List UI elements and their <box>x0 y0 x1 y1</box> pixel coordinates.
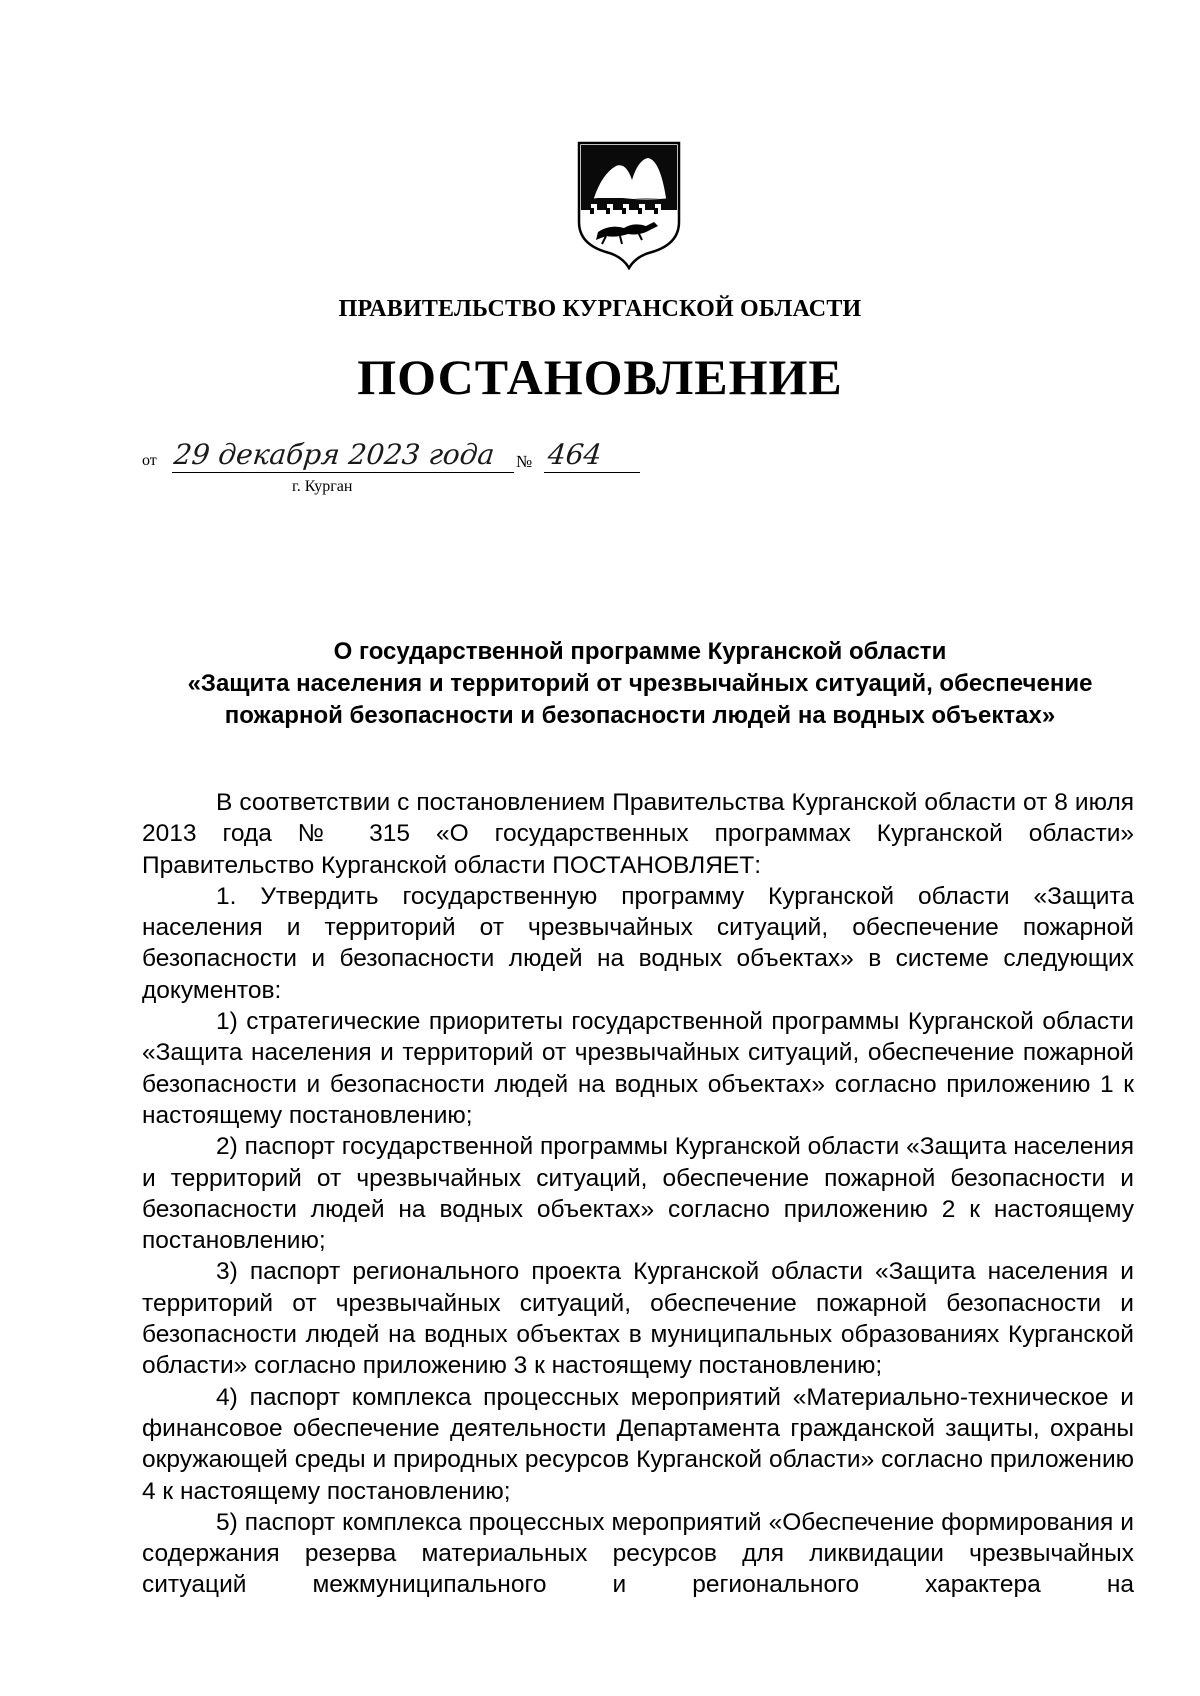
item-1-paragraph: 1. Утвердить государственную программу Курганской области «Защита населения и территорий от чрезвычайных ситуаций, обеспечение пожарной безопасности и безопасности людей на водных объектах» в системе следующих документов: <box>142 882 1134 1004</box>
date-number-line <box>142 438 662 498</box>
subject-line: «Защита населения и территорий от чрезвычайных ситуаций, обеспечение <box>187 670 1093 697</box>
subject-line: О государственной программе Курганской области <box>333 638 947 665</box>
subitem-1-paragraph: 1) стратегические приоритеты государственной программы Курганской области «Защита населения и территорий от чрезвычайных ситуаций, обеспечение пожарной безопасности и безопасности людей на водных объектах» согласно приложению 1 к настоящему постановлению; <box>142 1008 1134 1129</box>
date-underline <box>172 472 514 473</box>
handwritten-number: 464 <box>546 438 604 471</box>
document-subject <box>142 636 1138 732</box>
subject-line: пожарной безопасности и безопасности людей на водных объектах» <box>224 702 1056 729</box>
coat-of-arms-icon <box>576 140 682 270</box>
handwritten-date: 29 декабря 2023 года <box>172 438 497 471</box>
preamble-paragraph: В соответствии с постановлением Правительства Курганской области от 8 июля 2013 года № 315 «О государственных программах Курганской области» Правительство Курганской области ПОСТАНОВЛЯЕТ: <box>142 789 1134 879</box>
number-label: № <box>516 452 533 471</box>
government-name: ПРАВИТЕЛЬСТВО КУРГАНСКОЙ ОБЛАСТИ <box>338 296 862 322</box>
document-type-title: ПОСТАНОВЛЕНИЕ <box>357 349 843 405</box>
from-label: от <box>142 452 157 469</box>
subitem-2-paragraph: 2) паспорт государственной программы Курганской области «Защита населения и территорий от чрезвычайных ситуаций, обеспечение пожарной безопасности и безопасности людей на водных объектах» согласно приложению 2 к настоящему постановлению; <box>142 1133 1134 1255</box>
subitem-3-paragraph: 3) паспорт регионального проекта Курганской области «Защита населения и территорий от чрезвычайных ситуаций, обеспечение пожарной безопасности и безопасности людей на водных объектах в муниципальных образованиях Курганской области» согласно приложению 3 к настоящему постановлению; <box>142 1258 1134 1380</box>
number-underline <box>544 472 640 473</box>
subitem-5-paragraph: 5) паспорт комплекса процессных мероприятий «Обеспечение формирования и содержания резерва материальных ресурсов для ликвидации чрезвычайных ситуаций межмуниципального и регионального характера на <box>142 1508 1134 1599</box>
subitem-4-paragraph: 4) паспорт комплекса процессных мероприятий «Материально-техническое и финансовое обеспечение деятельности Департамента гражданской защиты, охраны окружающей среды и природных ресурсов Курганской области» согласно приложению 4 к настоящему постановлению; <box>142 1383 1134 1505</box>
document-body <box>142 787 1134 1601</box>
city-label: г. Курган <box>292 478 353 495</box>
